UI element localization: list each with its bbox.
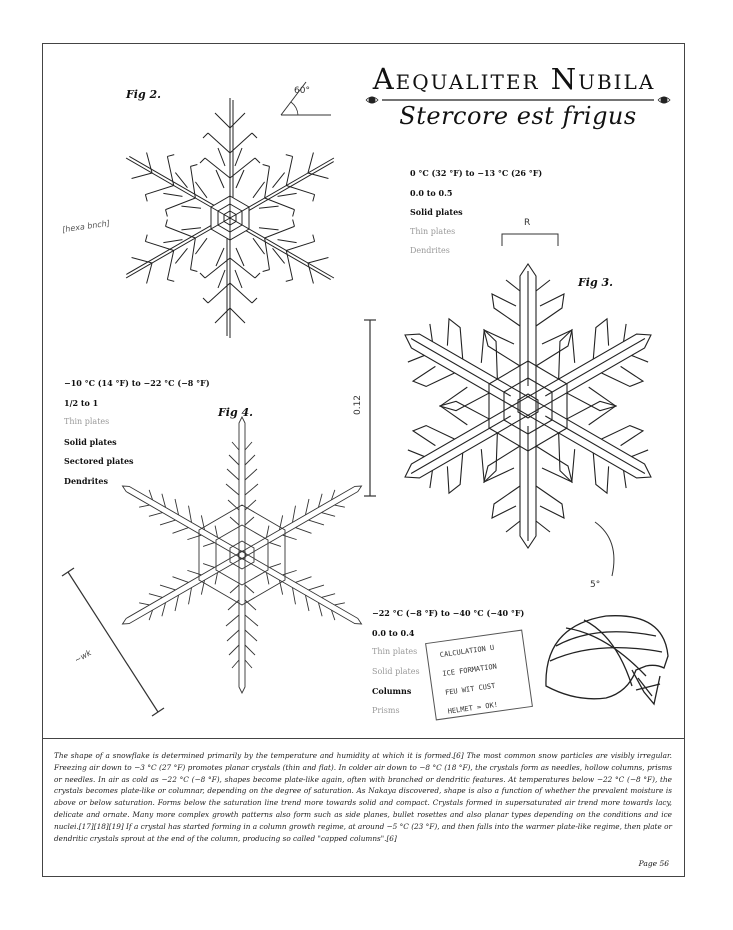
- spec3-type3: Columns: [372, 686, 412, 696]
- page-subtitle: Stercore est frigus: [399, 102, 637, 130]
- spec1-type3: Dendrites: [410, 246, 450, 255]
- small-angle-arc: [590, 520, 630, 580]
- spec1-temp: 0 °C (32 °F) to −13 °C (26 °F): [410, 168, 543, 178]
- spec1-type2: Thin plates: [410, 226, 456, 236]
- fig3-label: Fig 3.: [578, 276, 613, 289]
- spec1-type1: Solid plates: [410, 207, 463, 217]
- text-divider: [43, 738, 684, 739]
- spec2-type4: Dendrites: [64, 475, 108, 486]
- diagonal-mark: [60, 568, 170, 718]
- body-paragraph: The shape of a snowflake is determined primarily by the temperature and humidity at which it is formed.[6] The most common snow particles are visibly irregular. Freezing air down to −3 °C (27 °F) promotes planar crystals (thin and flat). In colder air down to −8 °C (18 °F), the crystals form as needles, hollow columns, prisms or needles. In air as cold as −22 °C (−8 °F), shapes become plate-like again, often with branched or dendritic features. At temperatures below −22 °C (−8 °F), the crystals becomes plate-like or columnar, depending on the degree of saturation. As Nakaya discovered, shape is also a function of whether the prevalent moisture is above or below saturation. Forms below the saturation line trend more towards solid and compact. Crystals formed in supersaturated air trend more towards lacy, delicate and ornate. Many more complex growth patterns also form such as side planes, bullet rosettes and also planar types depending on the conditions and ice nuclei.[17][18][19] If a crystal has started forming in a column growth regime, at around −5 °C (23 °F), and then falls into the warmer plate-like regime, then plate or dendritic crystals sprout at the end of the column, producing so called "capped columns".[6]: [54, 751, 672, 843]
- spec2-type3: Sectored plates: [64, 456, 134, 466]
- fig2-snowflake: [90, 88, 370, 348]
- length-label: 0.12: [353, 394, 364, 416]
- page-title: Aequaliter Nubila: [372, 62, 656, 96]
- spec3-type4: Prisms: [372, 705, 400, 715]
- note-line-1: CALCULATION U: [439, 643, 495, 660]
- small-angle-label: 5°: [590, 580, 601, 590]
- spec2-type2: Solid plates: [64, 436, 117, 447]
- note-line-4: HELMET = OK!: [447, 700, 499, 716]
- spec2-ratio: 1/2 to 1: [64, 397, 99, 408]
- spec2-temp: −10 °C (14 °F) to −22 °C (−8 °F): [64, 378, 210, 388]
- spec1-ratio: 0.0 to 0.5: [410, 187, 453, 198]
- spec3-type1: Thin plates: [372, 647, 418, 656]
- fig4-label: Fig 4.: [218, 406, 253, 419]
- spec3-ratio: 0.0 to 0.4: [372, 627, 415, 638]
- spec2-type1: Thin plates: [64, 417, 110, 426]
- helmet-icon: [536, 606, 676, 716]
- radius-mark: [500, 228, 560, 248]
- angle-label: 60°: [294, 86, 310, 96]
- note-line-3: FEU WIT CUST: [444, 681, 496, 697]
- note-line-2: ICE FORMATION: [441, 662, 498, 679]
- page-number: Page 56: [638, 859, 669, 868]
- spec3-temp: −22 °C (−8 °F) to −40 °C (−40 °F): [372, 608, 525, 618]
- scribble-left: [hexa bnch]: [61, 218, 111, 235]
- spec3-type2: Solid plates: [372, 666, 420, 676]
- handwritten-note: [425, 630, 533, 721]
- fig3-snowflake: [378, 256, 678, 556]
- fig2-label: Fig 2.: [126, 88, 161, 101]
- scribble-bottom: ~wk: [72, 648, 93, 665]
- spec-block-1: [410, 168, 542, 266]
- radius-label: R: [524, 218, 531, 228]
